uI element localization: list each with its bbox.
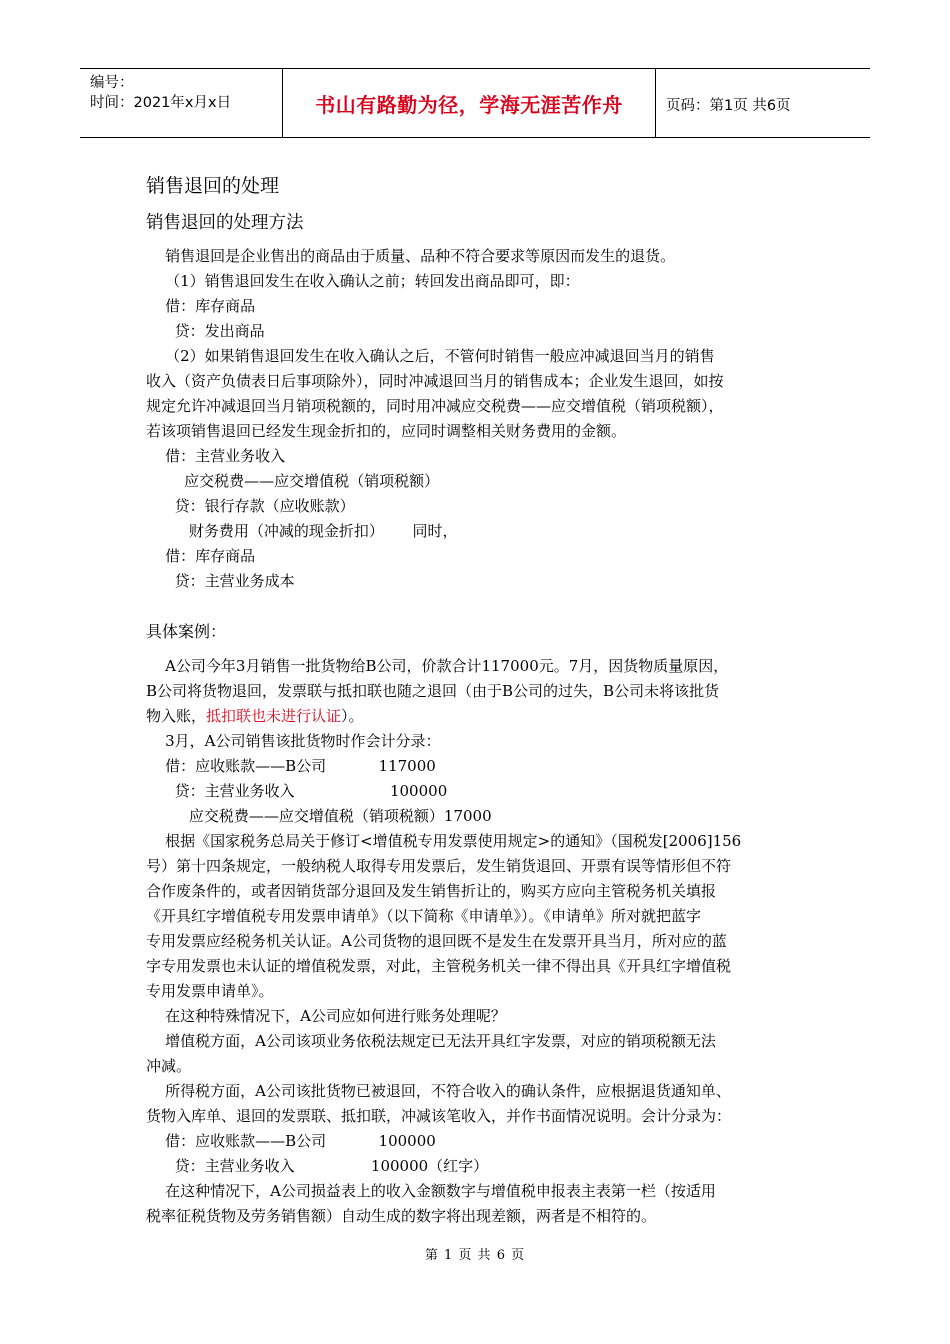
body-line: 应交税费——应交增值税（销项税额） xyxy=(146,472,440,490)
document-number-label: 编号： xyxy=(90,75,134,91)
page-footer: 第 1 页 共 6 页 xyxy=(424,1248,526,1263)
case-line: B公司将货物退回，发票联与抵扣联也随之退回（由于B公司的过失，B公司未将该批货 xyxy=(146,682,720,700)
document-time-label: 时间：2021年x月x日 xyxy=(90,95,232,111)
case-line: 合作废条件的，或者因销货部分退回及发生销售折让的，购买方应向主管税务机关填报 xyxy=(146,882,717,900)
body-line: 借：库存商品 xyxy=(146,297,256,315)
case-line: 贷：主营业务收入 100000 xyxy=(146,782,448,800)
header-page-label: 页码：第1页 共6页 xyxy=(666,98,791,114)
case-heading: 具体案例： xyxy=(146,622,227,641)
section-heading: 销售退回的处理方法 xyxy=(146,213,304,233)
highlighted-text: 抵扣联也未进行认证 xyxy=(206,707,342,725)
case-line: 在这种情况下，A公司损益表上的收入金额数字与增值税申报表主表第一栏（按适用 xyxy=(146,1182,716,1200)
body-line: 收入（资产负债表日后事项除外），同时冲减退回当月的销售成本；企业发生退回，如按 xyxy=(146,372,724,390)
case-line: 号）第十四条规定，一般纳税人取得专用发票后，发生销货退回、开票有误等情形但不符 xyxy=(146,857,732,875)
header-divider xyxy=(655,69,656,137)
body-line: 若该项销售退回已经发生现金折扣的，应同时调整相关财务费用的金额。 xyxy=(146,422,627,440)
case-line: 在这种特殊情况下，A公司应如何进行账务处理呢？ xyxy=(146,1007,506,1025)
body-line: 规定允许冲减退回当月销项税额的，同时用冲减应交税费——应交增值税（销项税额）， xyxy=(146,397,724,415)
document-title: 销售退回的处理 xyxy=(146,175,280,197)
body-line: 借：主营业务收入 xyxy=(146,447,286,465)
header-motto: 书山有路勤为径，学海无涯苦作舟 xyxy=(315,92,623,117)
body-line: （1）销售退回发生在收入确认之前；转回发出商品即可，即： xyxy=(146,272,580,290)
case-line: 专用发票应经税务机关认证。A公司货物的退回既不是发生在发票开具当月，所对应的蓝 xyxy=(146,932,727,950)
case-line-text: 物入账， xyxy=(146,707,207,725)
case-line: 专用发票申请单》。 xyxy=(146,982,274,1000)
body-line: 财务费用（冲减的现金折扣） 同时， xyxy=(146,522,458,540)
case-line: 字专用发票也未认证的增值税发票，对此，主管税务机关一律不得出具《开具红字增值税 xyxy=(146,957,732,975)
header-left-info xyxy=(90,73,231,113)
case-line: 借：应收账款——B公司 117000 xyxy=(146,757,436,775)
case-line: 应交税费——应交增值税（销项税额）17000 xyxy=(146,807,492,825)
case-line: 增值税方面，A公司该项业务依税法规定已无法开具红字发票，对应的销项税额无法 xyxy=(146,1032,716,1050)
case-line: 《开具红字增值税专用发票申请单》（以下简称《申请单》）。《申请单》所对就把蓝字 xyxy=(146,907,702,925)
case-line: 借：应收账款——B公司 100000 xyxy=(146,1132,436,1150)
body-line: 销售退回是企业售出的商品由于质量、品种不符合要求等原因而发生的退货。 xyxy=(146,247,676,265)
body-line: （2）如果销售退回发生在收入确认之后，不管何时销售一般应冲减退回当月的销售 xyxy=(146,347,715,365)
case-line: 税率征税货物及劳务销售额）自动生成的数字将出现差额，两者是不相符的。 xyxy=(146,1207,657,1225)
case-line: 冲减。 xyxy=(146,1057,192,1075)
case-line: 货物入库单、退回的发票联、抵扣联，冲减该笔收入，并作书面情况说明。会计分录为： xyxy=(146,1107,732,1125)
body-line: 贷：主营业务成本 xyxy=(146,572,295,590)
case-line: 3月，A公司销售该批货物时作会计分录： xyxy=(146,732,441,750)
body-line: 贷：发出商品 xyxy=(146,322,265,340)
body-line: 贷：银行存款（应收账款） xyxy=(146,497,355,515)
page-header xyxy=(80,68,870,138)
case-line: 贷：主营业务收入 100000（红字） xyxy=(146,1157,489,1175)
case-line: 根据《国家税务总局关于修订<增值税专用发票使用规定>的通知》（国税发[2006]156 xyxy=(146,832,742,850)
case-line: 所得税方面，A公司该批货物已被退回，不符合收入的确认条件，应根据退货通知单、 xyxy=(146,1082,731,1100)
case-line-text: ）。 xyxy=(341,707,364,725)
case-line: A公司今年3月销售一批货物给B公司，价款合计117000元。7月，因货物质量原因， xyxy=(146,657,729,675)
case-line xyxy=(146,704,364,728)
body-line: 借：库存商品 xyxy=(146,547,256,565)
